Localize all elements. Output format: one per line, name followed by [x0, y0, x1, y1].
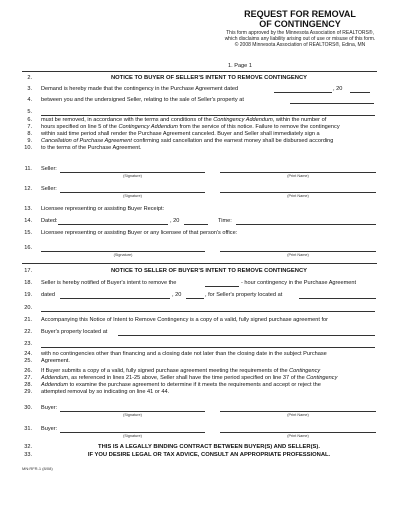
form-title-line2: OF CONTINGENCY: [259, 19, 341, 29]
line-number: 20.: [24, 305, 32, 311]
line-number: 17.: [24, 268, 32, 274]
line-number: 27.: [24, 375, 32, 381]
line-number: 26.: [24, 368, 32, 374]
line-number: 8.: [27, 131, 32, 137]
section-rule: [22, 263, 377, 264]
notice-date-field[interactable]: [60, 298, 170, 299]
line-number: 11.: [24, 166, 32, 172]
buyer-property-field[interactable]: [118, 335, 375, 336]
page-number: 1. Page 1: [228, 63, 252, 69]
signature-caption: (Signature): [123, 434, 142, 438]
body-text-27: Addendum, as referenced in lines 21-25 above, Seller shall have the time period specified on line 37 of the Contingency: [41, 375, 338, 381]
buyer-print-name-field-2[interactable]: [220, 432, 376, 433]
property-continued-field[interactable]: [41, 115, 375, 116]
year-prefix: , 20: [333, 86, 343, 92]
buyer-print-name-field[interactable]: [220, 411, 376, 412]
form-title-line1: REQUEST FOR REMOVAL: [244, 9, 356, 19]
licensee-print-name-field[interactable]: [220, 251, 376, 252]
form-code: MN:RFR-1 (8/08): [22, 466, 53, 471]
receipt-time-field[interactable]: [236, 224, 376, 225]
line-number: 23.: [24, 341, 32, 347]
copyright-note: © 2008 Minnesota Association of REALTORS®, Edina, MN: [234, 42, 366, 48]
seller-signature-field[interactable]: [60, 172, 205, 173]
buyer-signature-field-2[interactable]: [60, 432, 205, 433]
line-number: 13.: [24, 206, 32, 212]
property-continued-field-2[interactable]: [41, 311, 375, 312]
buyer-property-text: Buyer's property located at: [41, 329, 108, 335]
line-number: 32.: [24, 444, 32, 450]
year-prefix: , 20: [170, 218, 180, 224]
line-number: 10.: [24, 145, 32, 151]
line-number: 30.: [24, 405, 32, 411]
body-text-28: Addendum to examine the purchase agreement to determine if it meets the requirements and accept or reject the: [41, 382, 321, 388]
print-name-caption: (Print Name): [287, 413, 309, 417]
buyer-notice-heading: NOTICE TO BUYER OF SELLER'S INTENT TO REMOVE CONTINGENCY: [110, 75, 308, 81]
seller-print-name-field-2[interactable]: [220, 192, 376, 193]
notify-text: Seller is hereby notified of Buyer's intent to remove the: [41, 280, 177, 286]
licensee-receipt-text: Licensee representing or assisting Buyer Receipt:: [41, 206, 165, 212]
time-label: Time:: [218, 218, 232, 224]
signature-caption: (Signature): [123, 174, 142, 178]
line-number: 25.: [24, 358, 32, 364]
receipt-date-field[interactable]: [58, 224, 168, 225]
line-number: 21.: [24, 317, 32, 323]
seller-print-name-field[interactable]: [220, 172, 376, 173]
body-text-6: must be removed, in accordance with the terms and conditions of the Contingency Addendum, within the number of: [41, 117, 327, 123]
approval-note: This form approved by the Minnesota Association of REALTORS®,: [226, 30, 374, 36]
line-number: 19.: [24, 292, 32, 298]
seller-notice-heading: NOTICE TO SELLER OF BUYER'S INTENT TO REMOVE CONTINGENCY: [110, 268, 308, 274]
line-number: 33.: [24, 452, 32, 458]
contingency-text: with no contingencies other than financing and a closing date not later than the closing date in the subject Purchase: [41, 351, 327, 357]
line-number: 28.: [24, 382, 32, 388]
line-number: 31.: [24, 426, 32, 432]
seller-signature-field-2[interactable]: [60, 192, 205, 193]
pa-year-field[interactable]: [350, 92, 370, 93]
disclaimer-note: which disclaims any liability arising out of use or misuse of this form.: [224, 36, 376, 42]
line-number: 4.: [27, 97, 32, 103]
body-text-10: to the terms of the Purchase Agreement.: [41, 145, 142, 151]
hour-field[interactable]: [205, 286, 239, 287]
line-number: 24.: [24, 351, 32, 357]
buyer-signature-field[interactable]: [60, 411, 205, 412]
buyer-label: Buyer:: [41, 426, 58, 432]
seller-label: Seller:: [41, 186, 57, 192]
body-text-7: hours specified on line 5 of the Contingency Addendum from the service of this notice. Failure to remove the contingency: [41, 124, 340, 130]
line-number: 6.: [27, 117, 32, 123]
line-number: 14.: [24, 218, 32, 224]
licensee-signature-field[interactable]: [41, 251, 205, 252]
line-number: 9.: [27, 138, 32, 144]
dated-label: Dated:: [41, 218, 58, 224]
line-number: 16.: [24, 245, 32, 251]
demand-text: Demand is hereby made that the contingency in the Purchase Agreement dated: [41, 86, 239, 92]
legal-advice-notice: IF YOU DESIRE LEGAL OR TAX ADVICE, CONSULT AN APPROPRIATE PROFESSIONAL.: [87, 452, 331, 458]
top-rule: [22, 71, 377, 72]
property-text: between you and the undersigned Seller, relating to the sale of Seller's property at: [41, 97, 244, 103]
print-name-caption: (Print Name): [287, 434, 309, 438]
print-name-caption: (Print Name): [287, 253, 309, 257]
line-number: 3.: [27, 86, 32, 92]
line-number: 18.: [24, 280, 32, 286]
notice-year-field[interactable]: [186, 298, 204, 299]
seller-property-field-2[interactable]: [299, 298, 376, 299]
line-number: 15.: [24, 230, 32, 236]
signature-caption: (Signature): [113, 253, 133, 257]
print-name-caption: (Print Name): [287, 174, 309, 178]
licensee-office-text: Licensee representing or assisting Buyer or any licensee of that person's office:: [41, 230, 238, 236]
line-number: 29.: [24, 389, 32, 395]
line-number: 7.: [27, 124, 32, 130]
line-number: 2.: [27, 75, 32, 81]
seller-property-text: , for Seller's property located at: [205, 292, 283, 298]
binding-contract-notice: THIS IS A LEGALLY BINDING CONTRACT BETWEEN BUYER(S) AND SELLER(S).: [98, 444, 320, 450]
print-name-caption: (Print Name): [287, 194, 309, 198]
line-number: 22.: [24, 329, 32, 335]
line-number: 5.: [27, 109, 32, 115]
body-text-26: If Buyer submits a copy of a valid, fully signed purchase agreement meeting the requirements of the Contingency: [41, 368, 321, 374]
buyer-label: Buyer:: [41, 405, 58, 411]
dated-label: dated: [41, 292, 55, 298]
hour-contingency-text: - hour contingency in the Purchase Agreement: [241, 280, 357, 286]
buyer-property-continued-field[interactable]: [41, 347, 375, 348]
line-number: 12.: [24, 186, 32, 192]
body-text-8: within said time period shall render the Purchase Agreement canceled. Buyer and Seller shall immediately sign a: [41, 131, 320, 137]
accompanying-text: Accompanying this Notice of Intent to Remove Contingency is a copy of a valid, fully signed purchase agreement for: [41, 317, 328, 323]
body-text-9: Cancellation of Purchase Agreement confirming said cancellation and the earnest money shall be disbursed according: [41, 138, 334, 144]
body-text-29: attempted removal by so indicating on line 41 or 44.: [41, 389, 170, 395]
seller-property-field[interactable]: [290, 103, 374, 104]
seller-label: Seller:: [41, 166, 57, 172]
signature-caption: (Signature): [123, 413, 142, 417]
year-prefix: , 20: [172, 292, 182, 298]
agreement-text: Agreement.: [41, 358, 70, 364]
signature-caption: (Signature): [123, 194, 142, 198]
receipt-year-field[interactable]: [184, 224, 208, 225]
pa-date-field[interactable]: [274, 92, 332, 93]
